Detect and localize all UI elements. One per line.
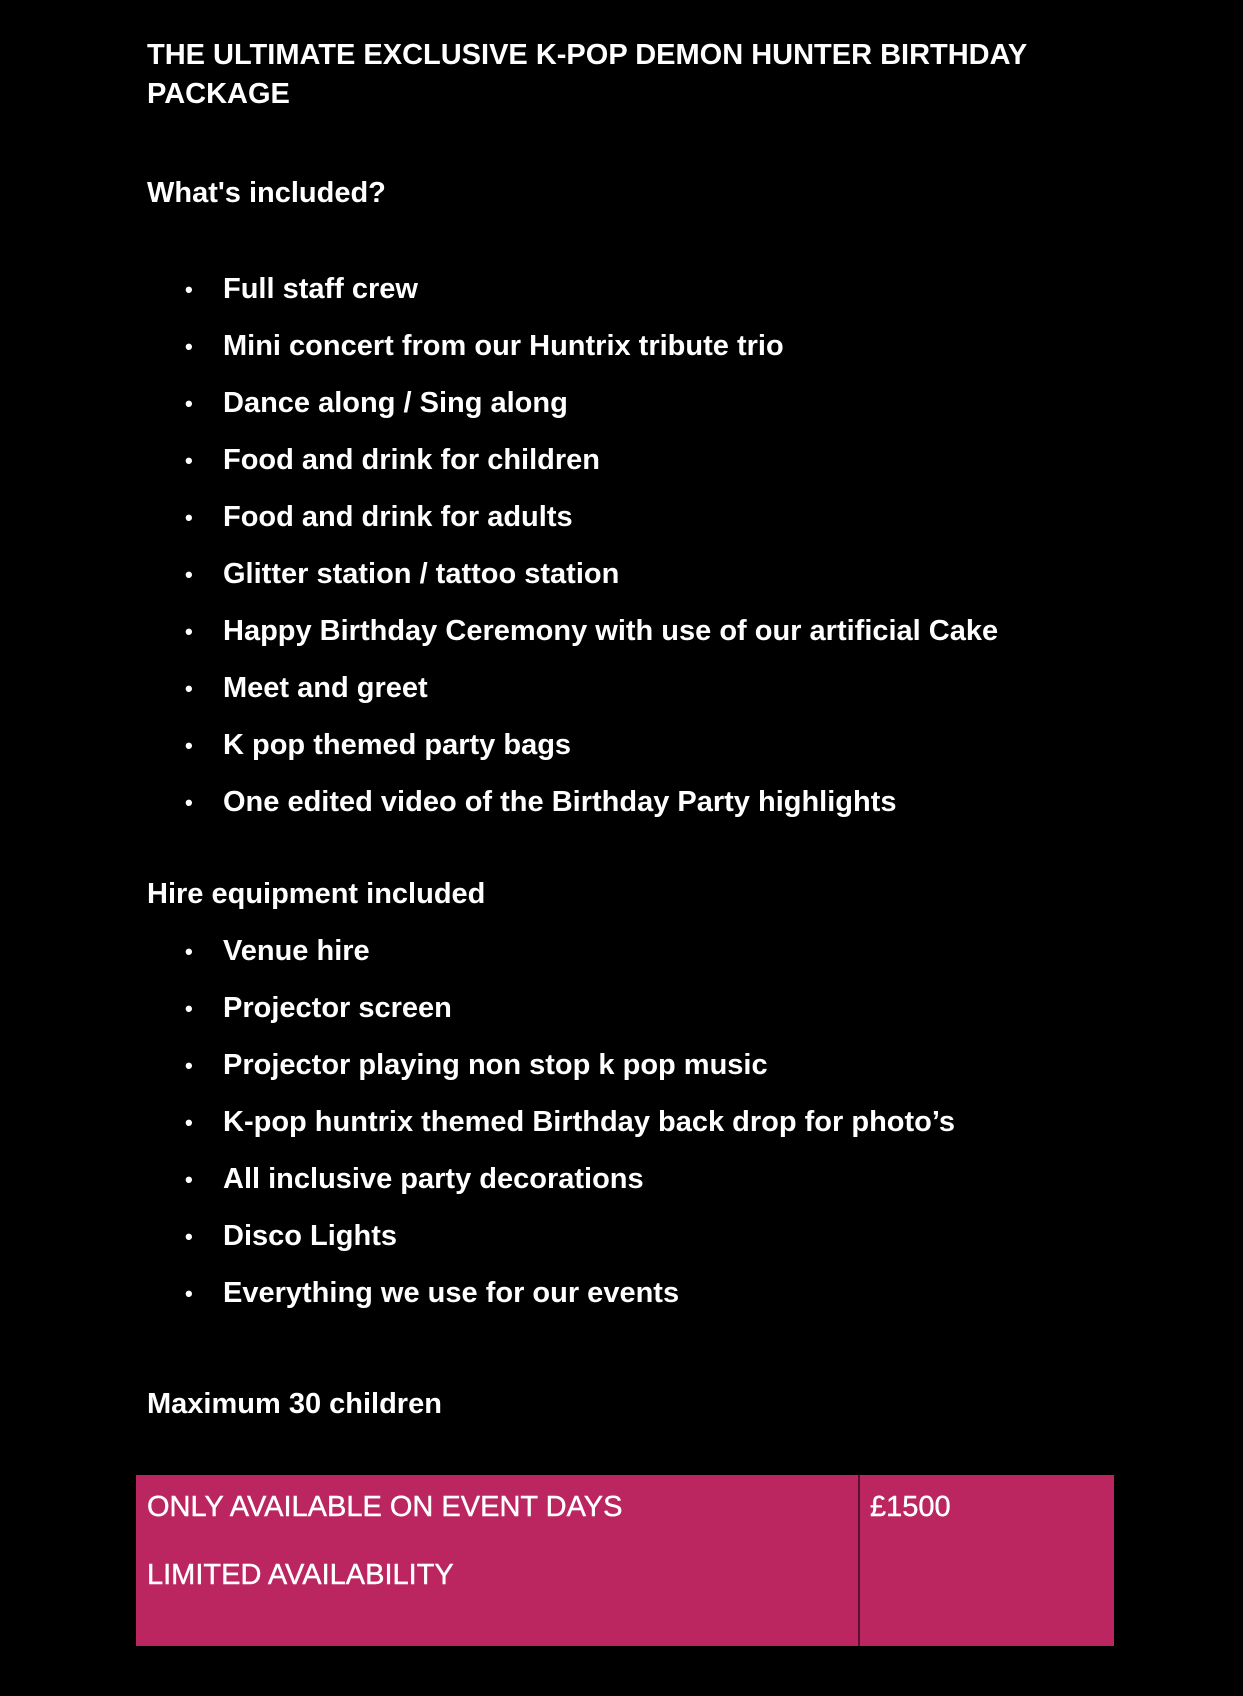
list-item-label: Everything we use for our events	[223, 1277, 680, 1309]
max-children-note: Maximum 30 children	[147, 1388, 442, 1420]
price-label: £1500	[870, 1491, 951, 1523]
limited-availability-text: LIMITED AVAILABILITY	[147, 1559, 454, 1591]
page-title: THE ULTIMATE EXCLUSIVE K-POP DEMON HUNTER BIRTHDAY PACKAGE	[147, 39, 1027, 110]
list-item-label: Venue hire	[223, 935, 370, 967]
availability-text: ONLY AVAILABLE ON EVENT DAYS	[147, 1491, 623, 1523]
bullet-dot-icon: •	[185, 391, 193, 416]
list-item-label: K pop themed party bags	[223, 729, 572, 761]
list-item-label: Meet and greet	[223, 672, 428, 704]
bullet-dot-icon: •	[185, 996, 193, 1021]
bullet-dot-icon: •	[185, 790, 193, 815]
list-item-label: Dance along / Sing along	[223, 387, 568, 419]
list-item-label: Glitter station / tattoo station	[223, 558, 620, 590]
bullet-dot-icon: •	[185, 277, 193, 302]
bullet-dot-icon: •	[185, 1110, 193, 1135]
list-item-label: K-pop huntrix themed Birthday back drop for photo’s	[223, 1106, 955, 1138]
promo-price-cell	[860, 1475, 1114, 1646]
bullet-dot-icon: •	[185, 334, 193, 359]
equipment-heading: Hire equipment included	[147, 878, 486, 910]
bullet-dot-icon: •	[185, 1053, 193, 1078]
list-item-label: Happy Birthday Ceremony with use of our artificial Cake	[223, 615, 999, 647]
bullet-dot-icon: •	[185, 939, 193, 964]
list-item-label: Full staff crew	[223, 273, 418, 305]
list-item-label: All inclusive party decorations	[223, 1163, 644, 1195]
bullet-dot-icon: •	[185, 562, 193, 587]
promo-details-cell	[136, 1475, 860, 1646]
bullet-dot-icon: •	[185, 505, 193, 530]
bullet-dot-icon: •	[185, 676, 193, 701]
bullet-dot-icon: •	[185, 1281, 193, 1306]
bullet-dot-icon: •	[185, 733, 193, 758]
bullet-dot-icon: •	[185, 619, 193, 644]
list-item-label: One edited video of the Birthday Party highlights	[223, 786, 897, 818]
list-item-label: Food and drink for adults	[223, 501, 573, 533]
included-heading: What's included?	[147, 177, 386, 209]
bullet-dot-icon: •	[185, 448, 193, 473]
list-item-label: Projector screen	[223, 992, 452, 1024]
list-item-label: Food and drink for children	[223, 444, 600, 476]
list-item-label: Disco Lights	[223, 1220, 398, 1252]
list-item-label: Mini concert from our Huntrix tribute trio	[223, 330, 784, 362]
promo-banner	[136, 1475, 1114, 1646]
bullet-dot-icon: •	[185, 1167, 193, 1192]
bullet-dot-icon: •	[185, 1224, 193, 1249]
list-item-label: Projector playing non stop k pop music	[223, 1049, 768, 1081]
